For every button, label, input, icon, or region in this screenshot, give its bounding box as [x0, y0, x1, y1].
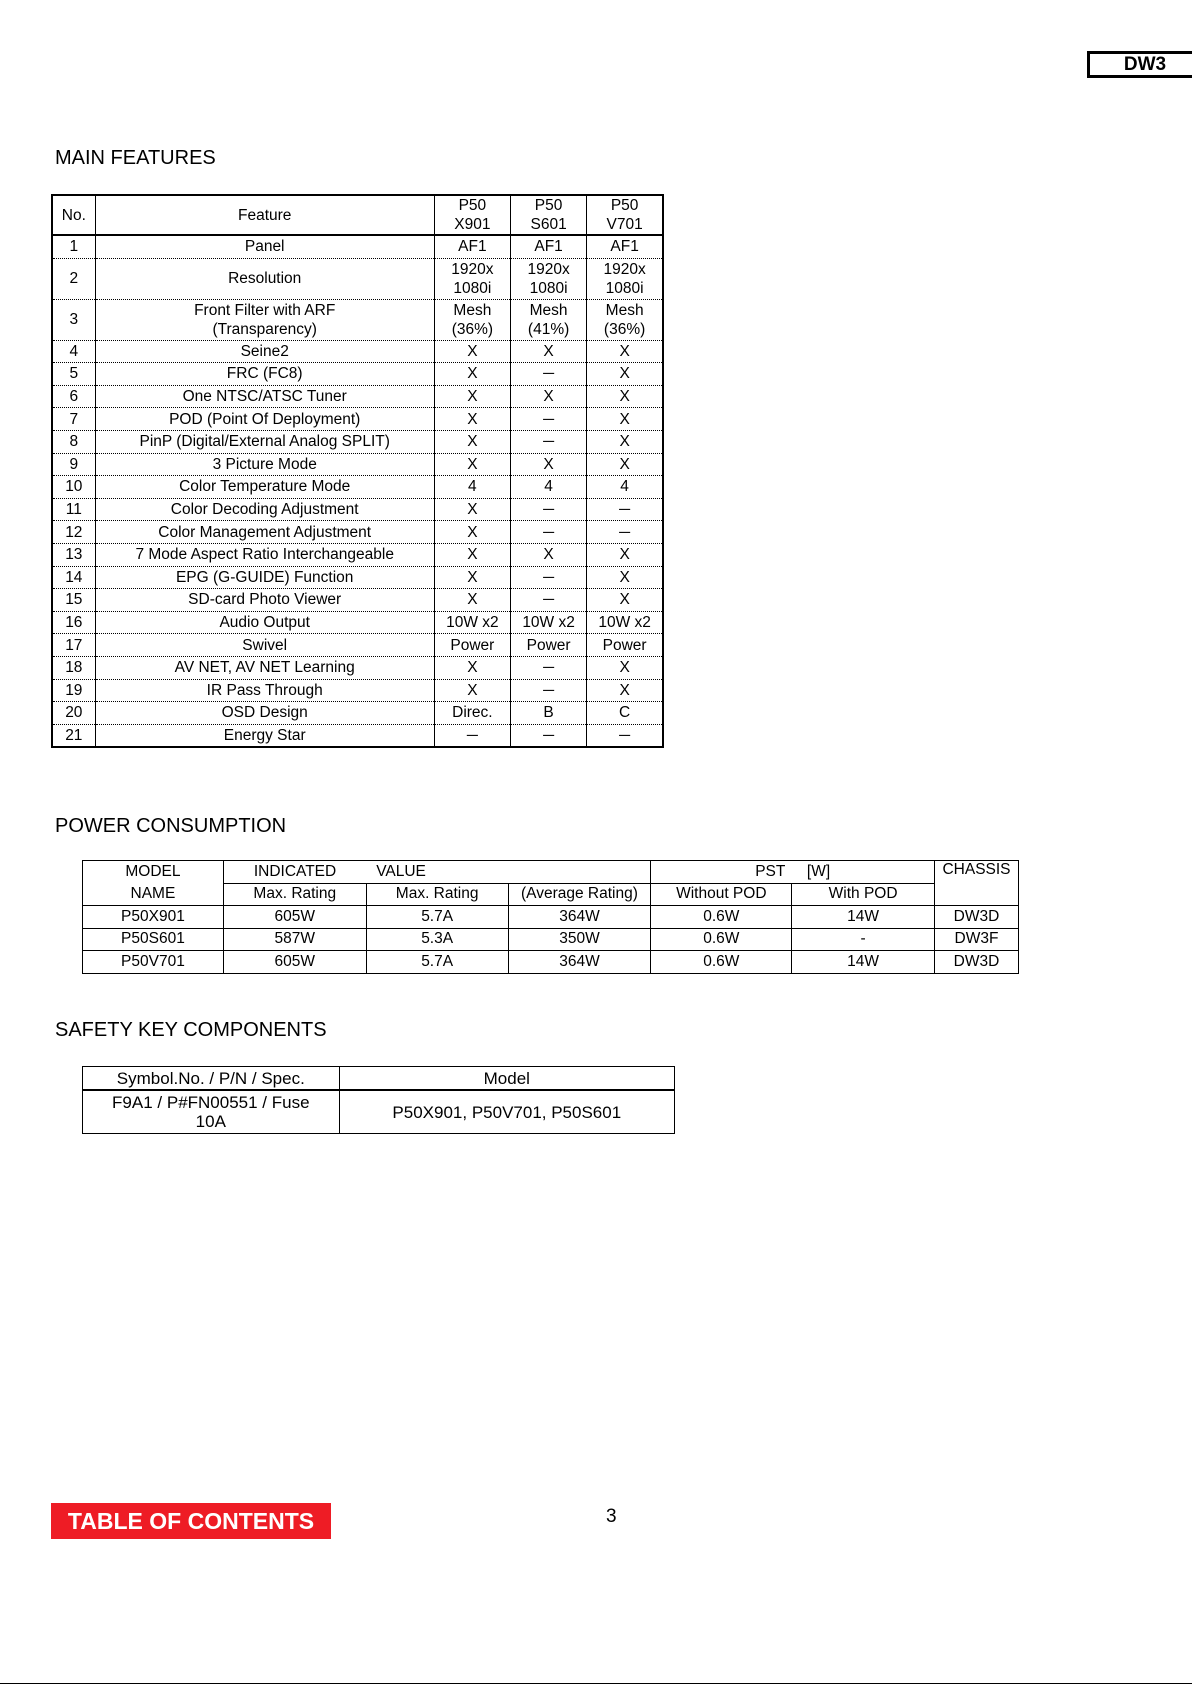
model-badge: DW3: [1087, 51, 1192, 78]
power-row: [83, 928, 1019, 951]
cell-no: 9: [52, 453, 95, 476]
cell-average-rating: 364W: [508, 906, 651, 929]
features-body: [52, 235, 663, 747]
cell-feature-line: AV NET, AV NET Learning: [174, 659, 355, 677]
cell-feature-line: IR Pass Through: [206, 681, 323, 699]
cell-without-pod: 0.6W: [651, 951, 792, 974]
cell-x901-line: X: [467, 681, 478, 699]
cell-without-pod: 0.6W: [651, 906, 792, 929]
header-symbol-spec: Symbol.No. / P/N / Spec.: [83, 1067, 340, 1091]
cell-no: 8: [52, 430, 95, 453]
power-consumption-table: [82, 860, 1019, 974]
cell-x901: [434, 258, 510, 299]
cell-s601-line: X: [543, 388, 554, 406]
header-model-x901-line1: P50: [458, 197, 487, 214]
header-model: Model: [339, 1067, 674, 1091]
cell-v701: [587, 543, 663, 566]
cell-s601-line: X: [543, 455, 554, 473]
cell-v701-line: X: [619, 455, 630, 473]
cell-feature: [95, 299, 434, 340]
cell-x901: [434, 589, 510, 612]
cell-no: 4: [52, 340, 95, 363]
cell-with-pod: -: [792, 928, 935, 951]
feature-row: [52, 476, 663, 499]
cell-x901-line: Power: [450, 636, 495, 654]
feature-row: [52, 656, 663, 679]
cell-x901-line: Direc.: [452, 704, 493, 722]
cell-no: 20: [52, 702, 95, 725]
cell-v701: [587, 611, 663, 634]
header-model-v701: [587, 195, 663, 235]
cell-x901-line: 10W x2: [446, 614, 499, 632]
cell-x901: [434, 385, 510, 408]
cell-x901-line: X: [467, 568, 478, 586]
cell-chassis: DW3F: [935, 928, 1019, 951]
cell-no: 10: [52, 476, 95, 499]
cell-feature-line: Color Decoding Adjustment: [170, 501, 359, 519]
cell-x901: [434, 702, 510, 725]
cell-v701-line: Mesh: [605, 301, 644, 319]
header-without-pod: Without POD: [651, 883, 792, 906]
cell-v701-line: X: [619, 342, 630, 360]
cell-s601: [510, 656, 586, 679]
feature-row: [52, 634, 663, 657]
cell-feature-line: One NTSC/ATSC Tuner: [182, 388, 347, 406]
cell-s601-line: 1920x: [527, 260, 570, 278]
feature-row: [52, 498, 663, 521]
cell-s601: [510, 589, 586, 612]
cell-average-rating: 350W: [508, 928, 651, 951]
cell-max-rating-w: 587W: [223, 928, 366, 951]
cell-s601-line: X: [543, 342, 554, 360]
cell-s601: [510, 453, 586, 476]
feature-row: [52, 385, 663, 408]
cell-feature-line: Resolution: [228, 270, 302, 288]
cell-feature-line: FRC (FC8): [226, 365, 303, 383]
cell-s601-line: AF1: [534, 238, 563, 256]
main-features-table: [51, 194, 664, 748]
cell-x901-line: AF1: [458, 238, 487, 256]
feature-row: [52, 340, 663, 363]
cell-x901-line: 1920x: [451, 260, 494, 278]
cell-s601-line: Mesh: [529, 301, 568, 319]
cell-v701-line: 4: [620, 478, 629, 496]
cell-feature-line: Energy Star: [223, 726, 306, 744]
cell-s601-line: ─: [543, 681, 555, 699]
cell-s601-line: ─: [543, 726, 555, 744]
cell-v701-line: 1080i: [605, 279, 644, 297]
cell-feature-line: Seine2: [240, 342, 289, 360]
cell-v701: [587, 521, 663, 544]
cell-model-name: P50X901: [83, 906, 224, 929]
power-consumption-heading: POWER CONSUMPTION: [55, 815, 287, 837]
header-model: MODEL: [83, 861, 224, 884]
cell-feature: [95, 521, 434, 544]
cell-s601: [510, 299, 586, 340]
cell-s601: [510, 611, 586, 634]
cell-x901-line: X: [467, 455, 478, 473]
cell-x901: [434, 724, 510, 747]
feature-row: [52, 363, 663, 386]
cell-feature: [95, 430, 434, 453]
cell-s601-line: 10W x2: [522, 614, 575, 632]
page-number: 3: [606, 1506, 617, 1527]
cell-feature: [95, 566, 434, 589]
cell-v701-line: X: [619, 388, 630, 406]
cell-v701: [587, 235, 663, 258]
cell-v701: [587, 340, 663, 363]
header-pst: [651, 861, 935, 884]
cell-s601: [510, 340, 586, 363]
power-row: [83, 906, 1019, 929]
cell-no: 3: [52, 299, 95, 340]
cell-v701: [587, 453, 663, 476]
cell-x901: [434, 408, 510, 431]
cell-average-rating: 364W: [508, 951, 651, 974]
cell-x901-line: Mesh: [453, 301, 492, 319]
cell-max-rating-a: 5.7A: [366, 906, 508, 929]
cell-v701: [587, 656, 663, 679]
cell-x901-line: X: [467, 365, 478, 383]
cell-s601-line: ─: [543, 501, 555, 519]
cell-v701-line: X: [619, 365, 630, 383]
cell-v701-line: X: [619, 546, 630, 564]
safety-row: [83, 1090, 675, 1134]
cell-v701: [587, 702, 663, 725]
cell-s601-line: ─: [543, 365, 555, 383]
header-model-s601: [510, 195, 586, 235]
cell-no: 18: [52, 656, 95, 679]
cell-feature: [95, 589, 434, 612]
cell-feature-line: EPG (G-GUIDE) Function: [175, 568, 354, 586]
header-no: No.: [52, 195, 95, 235]
cell-feature: [95, 702, 434, 725]
cell-no: 15: [52, 589, 95, 612]
cell-no: 19: [52, 679, 95, 702]
cell-feature-line: Color Temperature Mode: [179, 478, 351, 496]
cell-feature-line: PinP (Digital/External Analog SPLIT): [139, 433, 390, 451]
cell-feature: [95, 453, 434, 476]
cell-no: 11: [52, 498, 95, 521]
power-row: [83, 951, 1019, 974]
cell-s601: [510, 566, 586, 589]
cell-feature: [95, 258, 434, 299]
cell-feature-line: OSD Design: [221, 704, 308, 722]
header-average-rating: (Average Rating): [508, 883, 651, 906]
header-model-s601-line1: P50: [534, 197, 563, 214]
cell-s601-line: ─: [543, 659, 555, 677]
cell-v701-line: C: [619, 704, 631, 722]
cell-s601-line: ─: [543, 433, 555, 451]
cell-x901-line: X: [467, 388, 478, 406]
cell-v701: [587, 476, 663, 499]
cell-s601-line: 4: [544, 478, 553, 496]
cell-s601-line: ─: [543, 410, 555, 428]
cell-v701-line: ─: [619, 501, 631, 519]
cell-v701: [587, 408, 663, 431]
safety-model-cell: P50X901, P50V701, P50S601: [339, 1090, 674, 1134]
feature-row: [52, 566, 663, 589]
cell-s601-line: X: [543, 546, 554, 564]
header-model-v701-line1: P50: [610, 197, 639, 214]
cell-max-rating-w: 605W: [223, 951, 366, 974]
cell-s601-line: ─: [543, 523, 555, 541]
cell-x901: [434, 566, 510, 589]
cell-feature: [95, 235, 434, 258]
cell-v701: [587, 385, 663, 408]
cell-s601-line: (41%): [527, 320, 570, 338]
cell-max-rating-a: 5.3A: [366, 928, 508, 951]
cell-feature: [95, 543, 434, 566]
cell-without-pod: 0.6W: [651, 928, 792, 951]
cell-x901-line: 4: [468, 478, 477, 496]
cell-v701-line: X: [619, 591, 630, 609]
cell-s601: [510, 543, 586, 566]
feature-row: [52, 611, 663, 634]
power-body: [83, 906, 1019, 974]
cell-x901: [434, 340, 510, 363]
feature-row: [52, 258, 663, 299]
cell-no: 13: [52, 543, 95, 566]
cell-with-pod: 14W: [792, 906, 935, 929]
cell-s601: [510, 258, 586, 299]
header-model-x901: [434, 195, 510, 235]
cell-v701-line: 1920x: [603, 260, 646, 278]
feature-row: [52, 408, 663, 431]
cell-feature-line: Panel: [244, 238, 285, 256]
cell-v701-line: ─: [619, 726, 631, 744]
feature-row: [52, 453, 663, 476]
feature-row: [52, 430, 663, 453]
cell-s601: [510, 521, 586, 544]
safety-spec-line2: 10A: [195, 1112, 226, 1131]
cell-feature: [95, 363, 434, 386]
cell-s601: [510, 363, 586, 386]
cell-feature-line: 3 Picture Mode: [212, 455, 317, 473]
cell-model-name: P50V701: [83, 951, 224, 974]
cell-v701: [587, 363, 663, 386]
cell-v701-line: 10W x2: [598, 614, 651, 632]
cell-s601: [510, 634, 586, 657]
cell-v701-line: X: [619, 659, 630, 677]
power-header-row-1: [83, 861, 1019, 884]
cell-feature: [95, 498, 434, 521]
cell-v701-line: X: [619, 433, 630, 451]
cell-x901-line: X: [467, 410, 478, 428]
cell-x901-line: X: [467, 342, 478, 360]
table-of-contents-button[interactable]: TABLE OF CONTENTS: [51, 1503, 331, 1539]
cell-x901-line: X: [467, 659, 478, 677]
cell-x901: [434, 430, 510, 453]
header-chassis: CHASSIS: [935, 861, 1019, 906]
safety-spec-cell: [83, 1090, 340, 1134]
cell-feature-line: (Transparency): [212, 320, 317, 338]
cell-v701-line: Power: [602, 636, 647, 654]
cell-x901: [434, 611, 510, 634]
cell-s601-line: Power: [526, 636, 571, 654]
cell-with-pod: 14W: [792, 951, 935, 974]
safety-header-row: [83, 1067, 675, 1091]
cell-x901-line: X: [467, 591, 478, 609]
cell-v701: [587, 679, 663, 702]
main-features-heading: MAIN FEATURES: [55, 147, 216, 169]
cell-feature: [95, 476, 434, 499]
cell-s601: [510, 724, 586, 747]
cell-no: 1: [52, 235, 95, 258]
cell-x901-line: ─: [466, 726, 478, 744]
cell-x901-line: X: [467, 501, 478, 519]
cell-x901: [434, 299, 510, 340]
header-pst-unit: [W]: [806, 862, 831, 880]
cell-feature: [95, 679, 434, 702]
cell-feature-line: Color Management Adjustment: [158, 523, 372, 541]
cell-v701: [587, 566, 663, 589]
header-model-x901-line2: X901: [454, 216, 491, 233]
safety-spec-line1: F9A1 / P#FN00551 / Fuse: [112, 1093, 310, 1112]
cell-x901: [434, 543, 510, 566]
cell-x901-line: X: [467, 433, 478, 451]
cell-s601: [510, 235, 586, 258]
cell-feature-line: 7 Mode Aspect Ratio Interchangeable: [135, 546, 394, 564]
cell-v701: [587, 430, 663, 453]
cell-feature: [95, 408, 434, 431]
cell-no: 21: [52, 724, 95, 747]
cell-x901-line: X: [467, 523, 478, 541]
header-pst-label: PST: [755, 862, 786, 880]
feature-row: [52, 589, 663, 612]
cell-x901: [434, 521, 510, 544]
cell-feature: [95, 724, 434, 747]
cell-v701: [587, 498, 663, 521]
cell-v701: [587, 724, 663, 747]
cell-model-name: P50S601: [83, 928, 224, 951]
cell-feature: [95, 611, 434, 634]
cell-x901: [434, 235, 510, 258]
features-header-row: [52, 195, 663, 235]
feature-row: [52, 521, 663, 544]
cell-v701-line: AF1: [610, 238, 639, 256]
cell-no: 7: [52, 408, 95, 431]
cell-s601: [510, 430, 586, 453]
cell-feature-line: Audio Output: [219, 614, 310, 632]
cell-no: 12: [52, 521, 95, 544]
cell-feature: [95, 634, 434, 657]
cell-feature: [95, 656, 434, 679]
header-max-rating-2: Max. Rating: [366, 883, 508, 906]
header-value-spacer: [508, 861, 651, 884]
cell-v701-line: X: [619, 681, 630, 699]
header-indicated: INDICATED: [223, 861, 366, 884]
cell-no: 2: [52, 258, 95, 299]
cell-max-rating-a: 5.7A: [366, 951, 508, 974]
cell-feature: [95, 340, 434, 363]
cell-s601-line: ─: [543, 568, 555, 586]
cell-s601: [510, 498, 586, 521]
cell-feature: [95, 385, 434, 408]
power-header-row-2: [83, 883, 1019, 906]
header-max-rating-1: Max. Rating: [223, 883, 366, 906]
cell-chassis: DW3D: [935, 951, 1019, 974]
cell-x901: [434, 634, 510, 657]
feature-row: [52, 702, 663, 725]
cell-x901-line: (36%): [451, 320, 494, 338]
cell-v701: [587, 634, 663, 657]
cell-s601-line: 1080i: [529, 279, 568, 297]
cell-no: 6: [52, 385, 95, 408]
cell-v701-line: ─: [619, 523, 631, 541]
cell-x901: [434, 498, 510, 521]
cell-s601-line: ─: [543, 591, 555, 609]
cell-feature-line: SD-card Photo Viewer: [188, 591, 342, 609]
feature-row: [52, 543, 663, 566]
header-name: NAME: [83, 883, 224, 906]
header-feature: Feature: [95, 195, 434, 235]
feature-row: [52, 235, 663, 258]
cell-x901-line: 1080i: [453, 279, 492, 297]
cell-feature-line: Front Filter with ARF: [194, 301, 336, 319]
feature-row: [52, 679, 663, 702]
cell-feature-line: POD (Point Of Deployment): [169, 410, 361, 428]
cell-s601: [510, 408, 586, 431]
header-model-s601-line2: S601: [530, 216, 567, 233]
cell-no: 5: [52, 363, 95, 386]
cell-x901: [434, 363, 510, 386]
bottom-rule: [0, 1683, 1192, 1684]
cell-no: 16: [52, 611, 95, 634]
cell-v701-line: (36%): [603, 320, 646, 338]
cell-x901: [434, 656, 510, 679]
cell-no: 14: [52, 566, 95, 589]
feature-row: [52, 724, 663, 747]
cell-v701: [587, 258, 663, 299]
cell-feature-line: Swivel: [242, 636, 288, 654]
cell-s601: [510, 476, 586, 499]
safety-components-table: [82, 1066, 675, 1134]
header-value: VALUE: [366, 861, 508, 884]
cell-x901: [434, 453, 510, 476]
cell-s601: [510, 679, 586, 702]
cell-no: 17: [52, 634, 95, 657]
cell-x901: [434, 679, 510, 702]
cell-v701-line: X: [619, 410, 630, 428]
cell-v701: [587, 299, 663, 340]
feature-row: [52, 299, 663, 340]
cell-s601: [510, 702, 586, 725]
cell-v701-line: X: [619, 568, 630, 586]
cell-s601: [510, 385, 586, 408]
header-model-v701-line2: V701: [606, 216, 643, 233]
cell-s601-line: B: [543, 704, 554, 722]
header-with-pod: With POD: [792, 883, 935, 906]
cell-x901-line: X: [467, 546, 478, 564]
cell-v701: [587, 589, 663, 612]
safety-components-heading: SAFETY KEY COMPONENTS: [55, 1019, 327, 1041]
cell-x901: [434, 476, 510, 499]
cell-max-rating-w: 605W: [223, 906, 366, 929]
cell-chassis: DW3D: [935, 906, 1019, 929]
